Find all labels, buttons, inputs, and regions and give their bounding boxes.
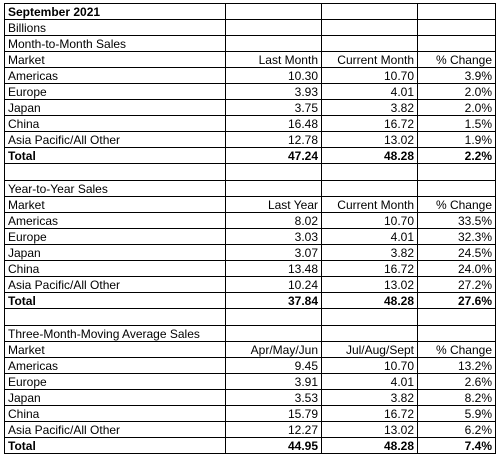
value-cell: 10.70: [322, 213, 418, 229]
value-cell: 32.3%: [418, 229, 496, 245]
empty-cell: [322, 20, 418, 36]
header-row: [5, 342, 496, 358]
value-cell: 3.9%: [418, 68, 496, 84]
column-header: Current Month: [322, 197, 418, 213]
empty-cell: [418, 326, 496, 342]
column-header: Jul/Aug/Sept: [322, 342, 418, 358]
value-cell: 1.5%: [418, 116, 496, 132]
empty-cell: [226, 20, 322, 36]
total-value: 44.95: [226, 438, 322, 454]
value-cell: 10.70: [322, 358, 418, 374]
table-row: [5, 68, 496, 84]
empty-cell: [5, 309, 226, 326]
table-row: [5, 406, 496, 422]
section-title-row: [5, 181, 496, 197]
units-row: [5, 20, 496, 36]
value-cell: 16.48: [226, 116, 322, 132]
total-value: 2.2%: [418, 148, 496, 164]
section-title: Month-to-Month Sales: [5, 36, 226, 52]
value-cell: 15.79: [226, 406, 322, 422]
value-cell: 3.75: [226, 100, 322, 116]
value-cell: 4.01: [322, 229, 418, 245]
value-cell: 8.02: [226, 213, 322, 229]
empty-cell: [418, 4, 496, 20]
value-cell: 3.53: [226, 390, 322, 406]
column-header: Market: [5, 197, 226, 213]
value-cell: 13.02: [322, 422, 418, 438]
total-label: Total: [5, 293, 226, 309]
sheet-title: September 2021: [5, 4, 226, 20]
empty-cell: [322, 181, 418, 197]
total-row: [5, 438, 496, 454]
column-header: Current Month: [322, 52, 418, 68]
empty-cell: [418, 164, 496, 181]
column-header: Apr/May/Jun: [226, 342, 322, 358]
section-title: Year-to-Year Sales: [5, 181, 226, 197]
empty-cell: [322, 164, 418, 181]
total-value: 48.28: [322, 148, 418, 164]
header-row: [5, 197, 496, 213]
market-name: China: [5, 406, 226, 422]
market-name: Japan: [5, 245, 226, 261]
table-row: [5, 374, 496, 390]
value-cell: 27.2%: [418, 277, 496, 293]
value-cell: 24.5%: [418, 245, 496, 261]
value-cell: 16.72: [322, 116, 418, 132]
value-cell: 12.78: [226, 132, 322, 148]
value-cell: 3.93: [226, 84, 322, 100]
market-name: Americas: [5, 213, 226, 229]
value-cell: 3.91: [226, 374, 322, 390]
table-row: [5, 390, 496, 406]
value-cell: 3.82: [322, 100, 418, 116]
market-name: Asia Pacific/All Other: [5, 277, 226, 293]
value-cell: 3.82: [322, 390, 418, 406]
empty-cell: [322, 36, 418, 52]
empty-cell: [322, 326, 418, 342]
empty-cell: [226, 36, 322, 52]
table-row: [5, 132, 496, 148]
value-cell: 2.0%: [418, 100, 496, 116]
empty-cell: [226, 326, 322, 342]
market-name: Japan: [5, 390, 226, 406]
value-cell: 8.2%: [418, 390, 496, 406]
table-row: [5, 277, 496, 293]
total-value: 48.28: [322, 293, 418, 309]
total-value: 47.24: [226, 148, 322, 164]
column-header: % Change: [418, 52, 496, 68]
value-cell: 13.02: [322, 277, 418, 293]
column-header: Last Year: [226, 197, 322, 213]
total-label: Total: [5, 438, 226, 454]
total-row: [5, 148, 496, 164]
sales-table-body: [5, 4, 496, 454]
market-name: Asia Pacific/All Other: [5, 132, 226, 148]
value-cell: 12.27: [226, 422, 322, 438]
market-name: Americas: [5, 358, 226, 374]
table-row: [5, 84, 496, 100]
section-title-row: [5, 326, 496, 342]
column-header: Market: [5, 342, 226, 358]
value-cell: 9.45: [226, 358, 322, 374]
value-cell: 5.9%: [418, 406, 496, 422]
value-cell: 2.0%: [418, 84, 496, 100]
market-name: Japan: [5, 100, 226, 116]
total-value: 48.28: [322, 438, 418, 454]
empty-cell: [418, 181, 496, 197]
value-cell: 16.72: [322, 406, 418, 422]
empty-cell: [418, 36, 496, 52]
section-title-row: [5, 36, 496, 52]
value-cell: 4.01: [322, 374, 418, 390]
empty-cell: [226, 309, 322, 326]
sheet-title-row: [5, 4, 496, 20]
empty-cell: [418, 20, 496, 36]
empty-cell: [322, 4, 418, 20]
sales-table: [4, 3, 496, 454]
value-cell: 6.2%: [418, 422, 496, 438]
empty-cell: [418, 309, 496, 326]
value-cell: 13.02: [322, 132, 418, 148]
empty-cell: [5, 164, 226, 181]
table-row: [5, 245, 496, 261]
table-row: [5, 358, 496, 374]
market-name: Europe: [5, 229, 226, 245]
value-cell: 3.03: [226, 229, 322, 245]
column-header: % Change: [418, 197, 496, 213]
table-row: [5, 422, 496, 438]
table-row: [5, 100, 496, 116]
value-cell: 13.48: [226, 261, 322, 277]
value-cell: 16.72: [322, 261, 418, 277]
value-cell: 3.82: [322, 245, 418, 261]
market-name: Americas: [5, 68, 226, 84]
value-cell: 33.5%: [418, 213, 496, 229]
total-label: Total: [5, 148, 226, 164]
value-cell: 10.30: [226, 68, 322, 84]
market-name: China: [5, 116, 226, 132]
value-cell: 4.01: [322, 84, 418, 100]
spacer-row: [5, 309, 496, 326]
total-value: 37.84: [226, 293, 322, 309]
market-name: Europe: [5, 374, 226, 390]
empty-cell: [226, 164, 322, 181]
table-row: [5, 229, 496, 245]
column-header: % Change: [418, 342, 496, 358]
table-row: [5, 116, 496, 132]
empty-cell: [226, 4, 322, 20]
total-row: [5, 293, 496, 309]
market-name: Europe: [5, 84, 226, 100]
table-row: [5, 213, 496, 229]
value-cell: 10.24: [226, 277, 322, 293]
section-title: Three-Month-Moving Average Sales: [5, 326, 226, 342]
value-cell: 1.9%: [418, 132, 496, 148]
header-row: [5, 52, 496, 68]
table-row: [5, 261, 496, 277]
column-header: Market: [5, 52, 226, 68]
units-label: Billions: [5, 20, 226, 36]
value-cell: 3.07: [226, 245, 322, 261]
market-name: China: [5, 261, 226, 277]
column-header: Last Month: [226, 52, 322, 68]
total-value: 7.4%: [418, 438, 496, 454]
value-cell: 24.0%: [418, 261, 496, 277]
spacer-row: [5, 164, 496, 181]
total-value: 27.6%: [418, 293, 496, 309]
market-name: Asia Pacific/All Other: [5, 422, 226, 438]
empty-cell: [322, 309, 418, 326]
value-cell: 13.2%: [418, 358, 496, 374]
empty-cell: [226, 181, 322, 197]
value-cell: 10.70: [322, 68, 418, 84]
value-cell: 2.6%: [418, 374, 496, 390]
